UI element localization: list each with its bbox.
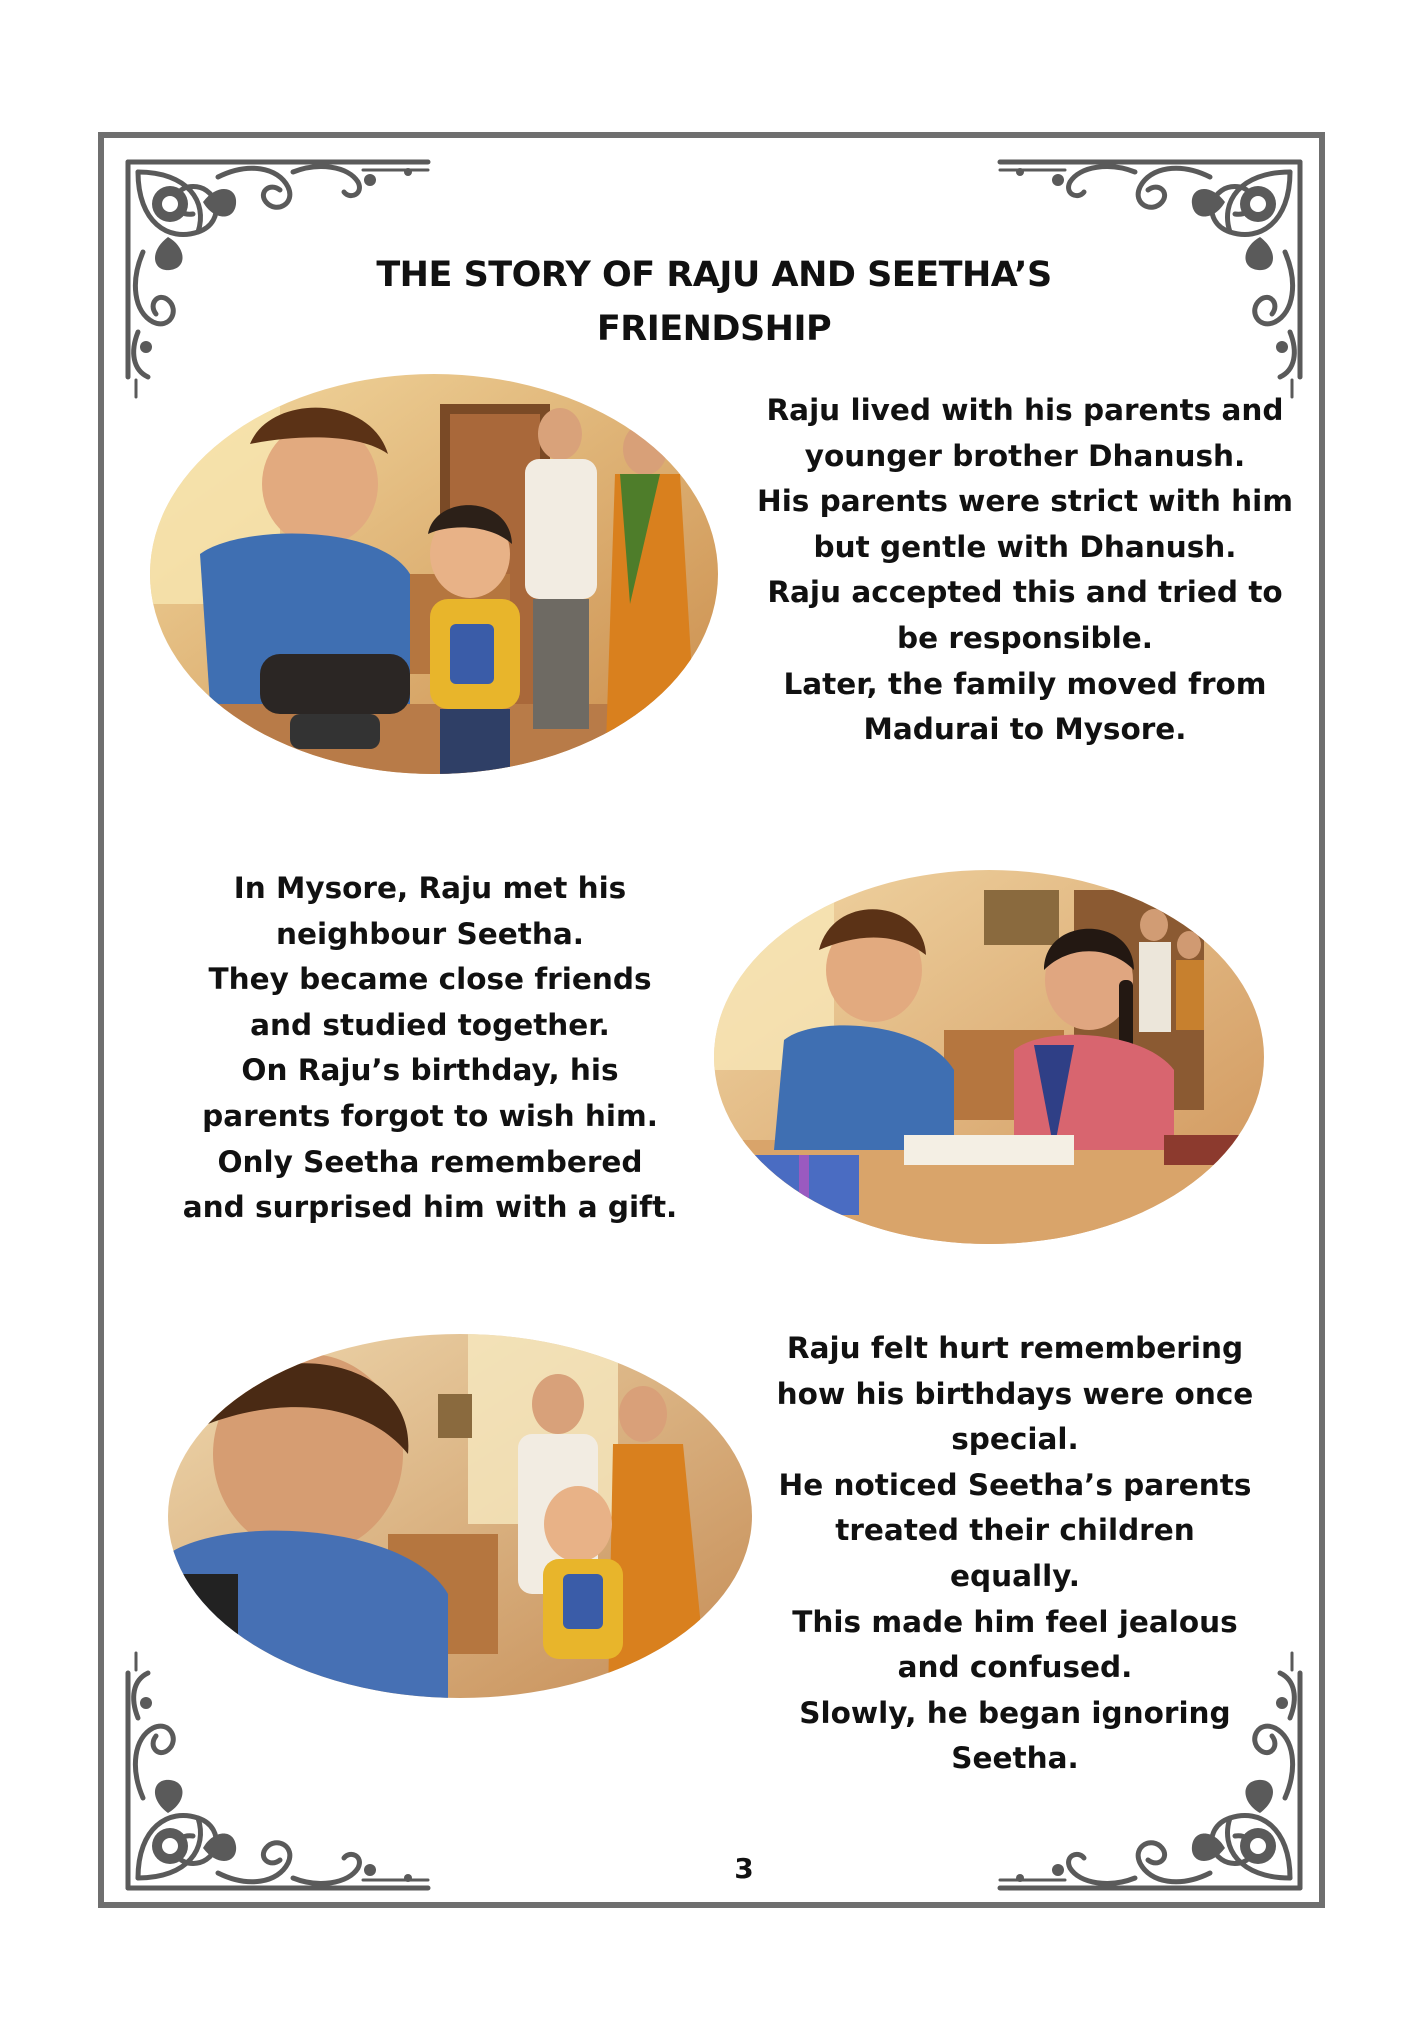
illustration-studying-together [714, 870, 1264, 1244]
story-line: treated their children [835, 1513, 1195, 1548]
story-line: parents forgot to wish him. [202, 1098, 658, 1133]
title-line: THE STORY OF RAJU AND SEETHA’S [376, 255, 1052, 295]
story-paragraph [735, 1326, 1295, 1782]
story-line: special. [951, 1422, 1079, 1457]
story-line: but gentle with Dhanush. [813, 529, 1237, 564]
story-line: and surprised him with a gift. [182, 1190, 678, 1225]
story-line: His parents were strict with him [757, 484, 1293, 519]
story-line: Only Seetha remembered [217, 1144, 643, 1179]
story-line: Seetha. [951, 1741, 1079, 1776]
story-line: They became close friends [208, 962, 652, 997]
story-line: Raju felt hurt remembering [786, 1331, 1244, 1365]
story-line: On Raju’s birthday, his [241, 1053, 619, 1088]
story-paragraph [150, 866, 710, 1231]
page-number: 3 [734, 1852, 754, 1885]
story-line: Raju accepted this and tried to [767, 575, 1283, 610]
story-line: Raju lived with his parents and [766, 393, 1284, 427]
story-paragraph [740, 388, 1310, 753]
story-line: Later, the family moved from [783, 666, 1267, 701]
story-line: be responsible. [896, 620, 1153, 655]
story-line: In Mysore, Raju met his [233, 871, 627, 905]
story-line: and studied together. [250, 1007, 610, 1042]
story-line: He noticed Seetha’s parents [778, 1467, 1252, 1502]
story-line: how his birthdays were once [776, 1376, 1254, 1411]
page-title [300, 248, 1128, 356]
illustration-family-home [150, 374, 718, 774]
story-line: and confused. [897, 1650, 1133, 1685]
illustration-raju-feels-hurt [168, 1334, 752, 1698]
story-line: younger brother Dhanush. [804, 438, 1246, 473]
story-line: neighbour Seetha. [276, 916, 584, 951]
story-line: equally. [950, 1558, 1080, 1593]
story-line: Madurai to Mysore. [863, 712, 1187, 747]
story-line: Slowly, he began ignoring [799, 1695, 1231, 1730]
story-line: This made him feel jealous [792, 1604, 1238, 1639]
title-line: FRIENDSHIP [596, 309, 832, 349]
